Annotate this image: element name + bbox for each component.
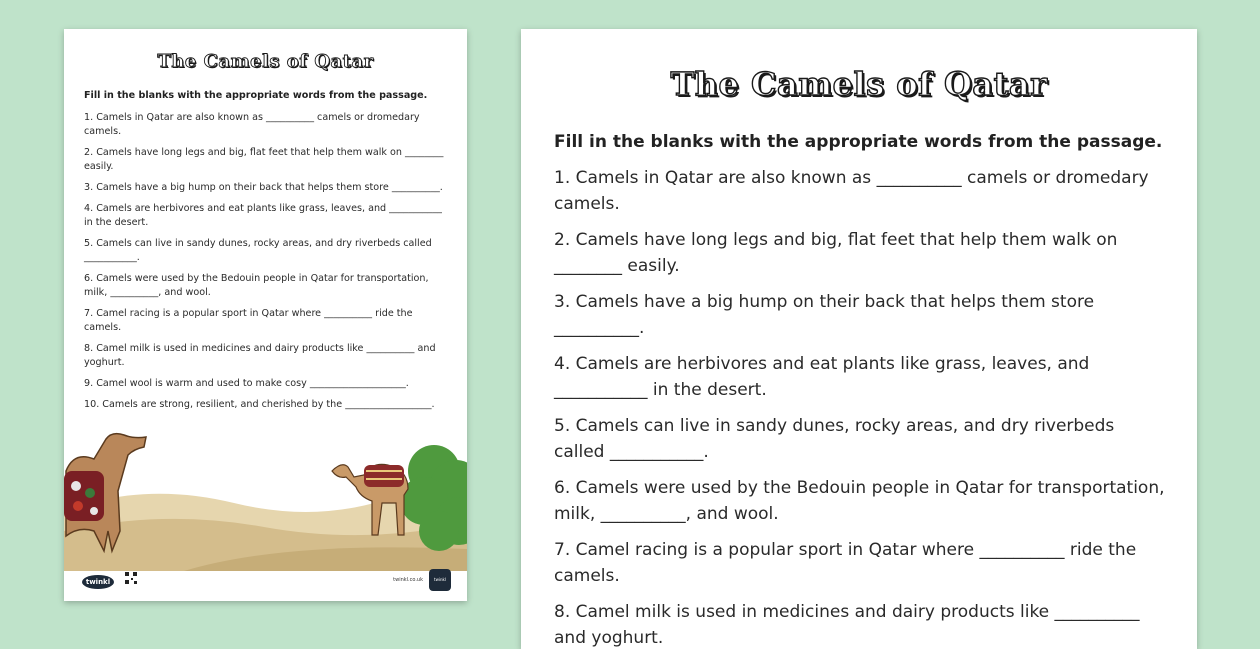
question-2-large: 2. Camels have long legs and big, flat feet that help them walk on ________ easily. xyxy=(554,230,1118,276)
question-9: 9. Camel wool is warm and used to make cosy ____________________. xyxy=(84,378,409,389)
page-title-large: The Camels of Qatar xyxy=(670,65,1048,103)
worksheet-content xyxy=(84,89,449,419)
question-3-large: 3. Camels have a big hump on their back that helps them store __________. xyxy=(554,292,1095,338)
question-6-large: 6. Camels were used by the Bedouin people in Qatar for transportation, milk, __________, and wool. xyxy=(554,478,1165,524)
worksheet-preview-thumbnail[interactable] xyxy=(64,29,467,601)
worksheet-zoomed xyxy=(521,29,1197,649)
question-4-large: 4. Camels are herbivores and eat plants like grass, leaves, and ___________ in the desert. xyxy=(554,354,1090,400)
question-5-large: 5. Camels can live in sandy dunes, rocky areas, and dry riverbeds called ___________. xyxy=(554,416,1115,462)
worksheet-content-large xyxy=(554,129,1167,649)
question-8: 8. Camel milk is used in medicines and dairy products like __________ and yoghurt. xyxy=(84,343,436,368)
instruction-text: Fill in the blanks with the appropriate words from the passage. xyxy=(84,90,428,101)
qr-code-icon xyxy=(124,571,138,585)
question-3: 3. Camels have a big hump on their back that helps them store __________. xyxy=(84,182,443,193)
worksheet-footer xyxy=(64,567,467,601)
question-8-large: 8. Camel milk is used in medicines and dairy products like __________ and yoghurt. xyxy=(554,602,1140,648)
twinkl-logo: twinkl xyxy=(82,575,114,589)
question-7-large: 7. Camel racing is a popular sport in Qatar where __________ ride the camels. xyxy=(554,540,1137,586)
question-6: 6. Camels were used by the Bedouin people in Qatar for transportation, milk, __________, and wool. xyxy=(84,273,429,298)
instruction-text-large: Fill in the blanks with the appropriate words from the passage. xyxy=(554,132,1163,152)
question-2: 2. Camels have long legs and big, flat feet that help them walk on ________ easily. xyxy=(84,147,444,172)
question-4: 4. Camels are herbivores and eat plants like grass, leaves, and ___________ in the desert. xyxy=(84,203,442,228)
question-1: 1. Camels in Qatar are also known as __________ camels or dromedary camels. xyxy=(84,112,420,137)
question-5: 5. Camels can live in sandy dunes, rocky areas, and dry riverbeds called ___________. xyxy=(84,238,432,263)
page-title: The Camels of Qatar xyxy=(157,51,374,72)
question-7: 7. Camel racing is a popular sport in Qatar where __________ ride the camels. xyxy=(84,308,413,333)
footer-site-text: twinkl.co.uk xyxy=(393,577,423,583)
question-1-large: 1. Camels in Qatar are also known as __________ camels or dromedary camels. xyxy=(554,168,1149,214)
twinkl-badge-icon: twinkl xyxy=(429,569,451,591)
question-10: 10. Camels are strong, resilient, and cherished by the __________________. xyxy=(84,399,435,410)
desert-illustration xyxy=(64,431,467,571)
